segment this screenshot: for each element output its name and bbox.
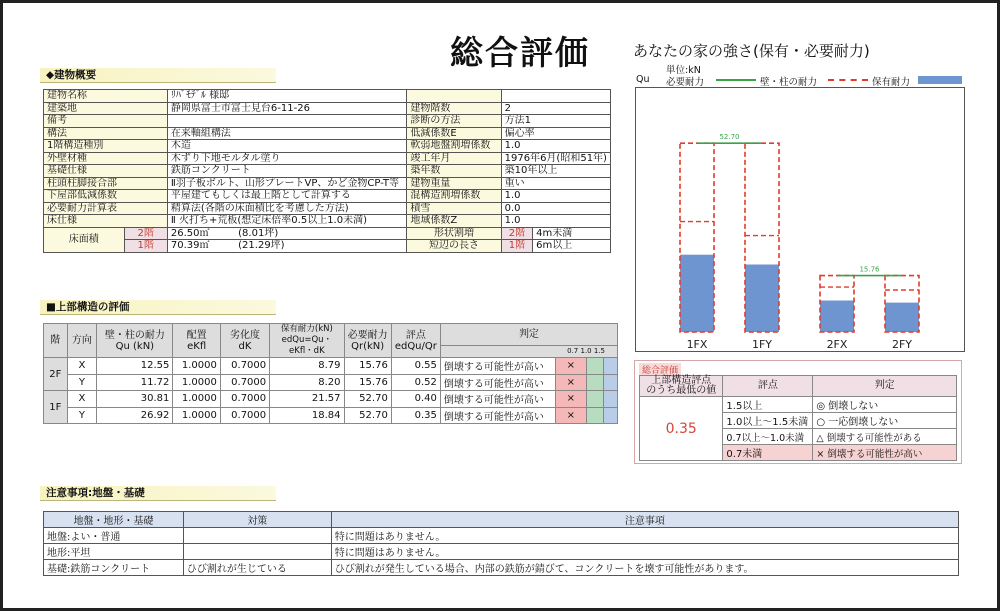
notes-h-caution: 注意事項 (331, 512, 958, 528)
overview-table (43, 89, 611, 253)
eval-edqu: 8.20 (270, 374, 344, 391)
total-judge-1: ○ 一応倒壊しない (813, 413, 957, 429)
overview-value: 平屋建てもしくは最上階として計算する (167, 190, 407, 203)
overview-label: 備考 (44, 115, 168, 128)
legend-owned: 保有耐力 (872, 77, 911, 88)
eval-h-judge: 判定 (440, 324, 617, 346)
scale-15: 1.5 (593, 347, 605, 355)
floor-area-row (44, 240, 611, 253)
eval-band-green (586, 374, 603, 391)
overview-label: 柱頭柱脚接合部 (44, 177, 168, 190)
overview-value (501, 90, 610, 103)
eval-h-floor: 階 (44, 324, 68, 358)
notes-row (44, 560, 959, 576)
owned-bar (885, 303, 919, 332)
shape-floor: 2階 (501, 227, 533, 240)
overview-row (44, 152, 611, 165)
floor-1f-tsubo: (21.29坪) (238, 240, 285, 252)
floor-1f-label: 1階 (124, 240, 167, 253)
eval-qr: 52.70 (344, 407, 391, 424)
notes-ground: 地盤:よい・普通 (44, 528, 184, 544)
overview-value: Ⅱ羽子板ボルト、山形プレートVP、かど金物CP-T等 (167, 177, 407, 190)
eval-judge: 倒壊する可能性が高い (440, 391, 555, 408)
eval-edqu: 8.79 (270, 358, 344, 375)
chart-legend (636, 74, 966, 86)
eval-band-green (586, 407, 603, 424)
eval-h-qu: 壁・柱の耐力 Qu (kN) (97, 324, 173, 358)
eval-qr: 15.76 (344, 358, 391, 375)
floor-2f-label: 2階 (124, 227, 167, 240)
total-judge-2: △ 倒壊する可能性がある (813, 429, 957, 445)
floor-area-row (44, 227, 611, 240)
unit-label: 単位:kN (666, 65, 701, 76)
overview-value: 0.0 (501, 202, 610, 215)
eval-mark: × (556, 374, 587, 391)
overview-value (167, 115, 407, 128)
overview-value: 築10年以上 (501, 165, 610, 178)
owned-bar (820, 301, 854, 332)
eval-qu: 11.72 (97, 374, 173, 391)
overview-value: ﾘﾊﾞﾓﾃﾞﾙ 様邸 (167, 90, 407, 103)
eval-floor: 2F (44, 358, 68, 391)
eval-qu: 12.55 (97, 358, 173, 375)
total-range-3: 0.7未満 (723, 445, 813, 461)
overview-label: 竣工年月 (407, 152, 501, 165)
eval-h-ekfl: 配置 eKfl (173, 324, 220, 358)
eval-floor: 1F (44, 391, 68, 424)
eval-judge: 倒壊する可能性が高い (440, 374, 555, 391)
eval-band-blue (603, 358, 617, 375)
notes-h-ground: 地盤・地形・基礎 (44, 512, 184, 528)
floor-1f-area: 70.39㎡ (170, 240, 210, 252)
legend-required: 必要耐力 (666, 77, 705, 88)
eval-ekfl: 1.0000 (173, 374, 220, 391)
overview-row (44, 202, 611, 215)
overview-label: 外壁材種 (44, 152, 168, 165)
eval-judge: 倒壊する可能性が高い (440, 358, 555, 375)
total-judge-header: 判定 (813, 376, 957, 397)
shape-label: 形状割増 (407, 227, 501, 240)
eval-dk: 0.7000 (220, 358, 269, 375)
total-table (639, 375, 957, 461)
eval-ekfl: 1.0000 (173, 391, 220, 408)
eval-band-blue (603, 391, 617, 408)
annotation-label: 15.76 (859, 265, 880, 274)
short-side-value: 6m以上 (533, 240, 611, 253)
notes-ground: 地形:平坦 (44, 544, 184, 560)
eval-ekfl: 1.0000 (173, 407, 220, 424)
eval-mark: × (556, 407, 587, 424)
overview-label: 下屋部低減係数 (44, 190, 168, 203)
overview-label: 床仕様 (44, 215, 168, 228)
total-min-value: 0.35 (640, 397, 723, 461)
eval-qr: 52.70 (344, 391, 391, 408)
annotation-label: 52.70 (719, 133, 740, 142)
overview-value: 鉄筋コンクリート (167, 165, 407, 178)
floor-2f-area: 26.50㎡ (170, 227, 210, 239)
overview-label: 築年数 (407, 165, 501, 178)
notes-heading: 注意事項:地盤・基礎 (40, 486, 276, 501)
overview-label: 基礎仕様 (44, 165, 168, 178)
floor-2f-tsubo: (8.01坪) (238, 227, 279, 239)
overview-value: Ⅱ 火打ち+荒板(想定床倍率0.5以上1.0未満) (167, 215, 407, 228)
notes-caution: 特に問題はありません。 (331, 528, 958, 544)
overview-label: 軟弱地盤割増係数 (407, 140, 501, 153)
overview-row (44, 90, 611, 103)
owned-bar (745, 264, 779, 332)
short-side-label: 短辺の長さ (407, 240, 501, 253)
eval-dir: Y (67, 374, 97, 391)
overview-label: 必要耐力計算表 (44, 202, 168, 215)
overview-row (44, 102, 611, 115)
scale-10: 1.0 (580, 347, 592, 355)
eval-h-edqu: 保有耐力(kN) edQu=Qu・eKfl・dK (270, 324, 344, 358)
overview-value: 木ずり下地モルタル塗り (167, 152, 407, 165)
chart-heading: あなたの家の強さ(保有・必要耐力) (633, 42, 870, 60)
overview-value: 1.0 (501, 140, 610, 153)
overview-row (44, 140, 611, 153)
total-caption: 総合評価 (639, 363, 681, 376)
overview-row (44, 190, 611, 203)
notes-caution: ひび割れが発生している場合、内部の鉄筋が錆びて、コンクリートを壊す可能性があります。 (331, 560, 958, 576)
eval-mark: × (556, 391, 587, 408)
eval-qu: 26.92 (97, 407, 173, 424)
eval-heading: ■上部構造の評価 (40, 300, 276, 315)
total-range-1: 1.0以上～1.5未満 (723, 413, 813, 429)
overview-label (407, 90, 501, 103)
floor-area-label: 床面積 (44, 227, 125, 252)
overview-row (44, 115, 611, 128)
x-tick-label: 2FX (826, 338, 848, 351)
eval-ekfl: 1.0000 (173, 358, 220, 375)
x-tick-label: 2FY (891, 338, 913, 351)
overview-value: 重い (501, 177, 610, 190)
total-score-header: 評点 (723, 376, 813, 397)
eval-table (43, 323, 618, 424)
short-side-floor: 1階 (501, 240, 533, 253)
overview-label: 積雪 (407, 202, 501, 215)
legend-wall: 壁・柱の耐力 (760, 77, 818, 88)
overview-label: 診断の方法 (407, 115, 501, 128)
eval-score: 0.35 (391, 407, 440, 424)
notes-measure (183, 544, 331, 560)
notes-ground: 基礎:鉄筋コンクリート (44, 560, 184, 576)
eval-dk: 0.7000 (220, 374, 269, 391)
scale-07: 0.7 (567, 347, 579, 355)
floor-2f-value (167, 227, 407, 240)
eval-score: 0.55 (391, 358, 440, 375)
overview-value: 精算法(各階の床面積比を考慮した方法) (167, 202, 407, 215)
overview-label: 地域係数Z (407, 215, 501, 228)
overview-row (44, 177, 611, 190)
eval-score: 0.40 (391, 391, 440, 408)
total-range-0: 1.5以上 (723, 397, 813, 413)
total-judge-0: ◎ 倒壊しない (813, 397, 957, 413)
overview-label: 建築地 (44, 102, 168, 115)
eval-edqu: 21.57 (270, 391, 344, 408)
eval-row (44, 374, 618, 391)
notes-row (44, 544, 959, 560)
notes-table (43, 511, 959, 576)
eval-h-qr: 必要耐力 Qr(kN) (344, 324, 391, 358)
notes-measure: ひび割れが生じている (183, 560, 331, 576)
total-min-label: 上部構造評点 のうち最低の値 (640, 376, 723, 397)
shape-value: 4m未満 (533, 227, 611, 240)
legend-owned-swatch (918, 76, 962, 84)
eval-band-blue (603, 407, 617, 424)
overview-value: 2 (501, 102, 610, 115)
eval-qu: 30.81 (97, 391, 173, 408)
page-title: 総合評価 (450, 33, 590, 72)
overview-value: 1.0 (501, 190, 610, 203)
x-tick-label: 1FX (686, 338, 708, 351)
x-tick-label: 1FY (751, 338, 773, 351)
eval-dk: 0.7000 (220, 407, 269, 424)
legend-required-swatch (716, 79, 756, 81)
eval-dir: X (67, 358, 97, 375)
overview-label: 低減係数E (407, 127, 501, 140)
eval-band-blue (603, 374, 617, 391)
notes-row (44, 528, 959, 544)
overview-value: 1.0 (501, 215, 610, 228)
legend-qu: Qu (636, 74, 650, 85)
eval-row (44, 407, 618, 424)
floor-1f-value (167, 240, 407, 253)
eval-scale (440, 346, 617, 358)
eval-header-row (44, 324, 618, 346)
overview-heading: ◆建物概要 (40, 68, 276, 83)
eval-band-green (586, 358, 603, 375)
overview-value: 木造 (167, 140, 407, 153)
overview-row (44, 165, 611, 178)
eval-row (44, 358, 618, 375)
overview-row (44, 127, 611, 140)
overview-value: 在来軸組構法 (167, 127, 407, 140)
notes-h-measure: 対策 (183, 512, 331, 528)
total-range-2: 0.7以上～1.0未満 (723, 429, 813, 445)
notes-caution: 特に問題はありません。 (331, 544, 958, 560)
eval-row (44, 391, 618, 408)
eval-judge: 倒壊する可能性が高い (440, 407, 555, 424)
eval-h-dk: 劣化度 dK (220, 324, 269, 358)
overview-label: 混構造割増係数 (407, 190, 501, 203)
eval-score: 0.52 (391, 374, 440, 391)
overview-label: 構法 (44, 127, 168, 140)
notes-measure (183, 528, 331, 544)
total-judge-3: × 倒壊する可能性が高い (813, 445, 957, 461)
overview-label: 建物重量 (407, 177, 501, 190)
eval-qr: 15.76 (344, 374, 391, 391)
overview-label: 建物名称 (44, 90, 168, 103)
overview-value: 静岡県富士市富士見台6-11-26 (167, 102, 407, 115)
overview-value: 偏心率 (501, 127, 610, 140)
strength-chart (635, 87, 965, 352)
eval-mark: × (556, 358, 587, 375)
overview-value: 1976年6月(昭和51年) (501, 152, 610, 165)
eval-band-green (586, 391, 603, 408)
eval-dir: X (67, 391, 97, 408)
overview-label: 1階構造種別 (44, 140, 168, 153)
total-evaluation-box (634, 360, 962, 464)
eval-h-score: 評点 edQu/Qr (391, 324, 440, 358)
overview-row (44, 215, 611, 228)
eval-h-dir: 方向 (67, 324, 97, 358)
eval-edqu: 18.84 (270, 407, 344, 424)
owned-bar (680, 255, 714, 332)
overview-value: 方法1 (501, 115, 610, 128)
legend-wall-swatch (828, 79, 868, 81)
eval-dk: 0.7000 (220, 391, 269, 408)
overview-label: 建物階数 (407, 102, 501, 115)
eval-dir: Y (67, 407, 97, 424)
